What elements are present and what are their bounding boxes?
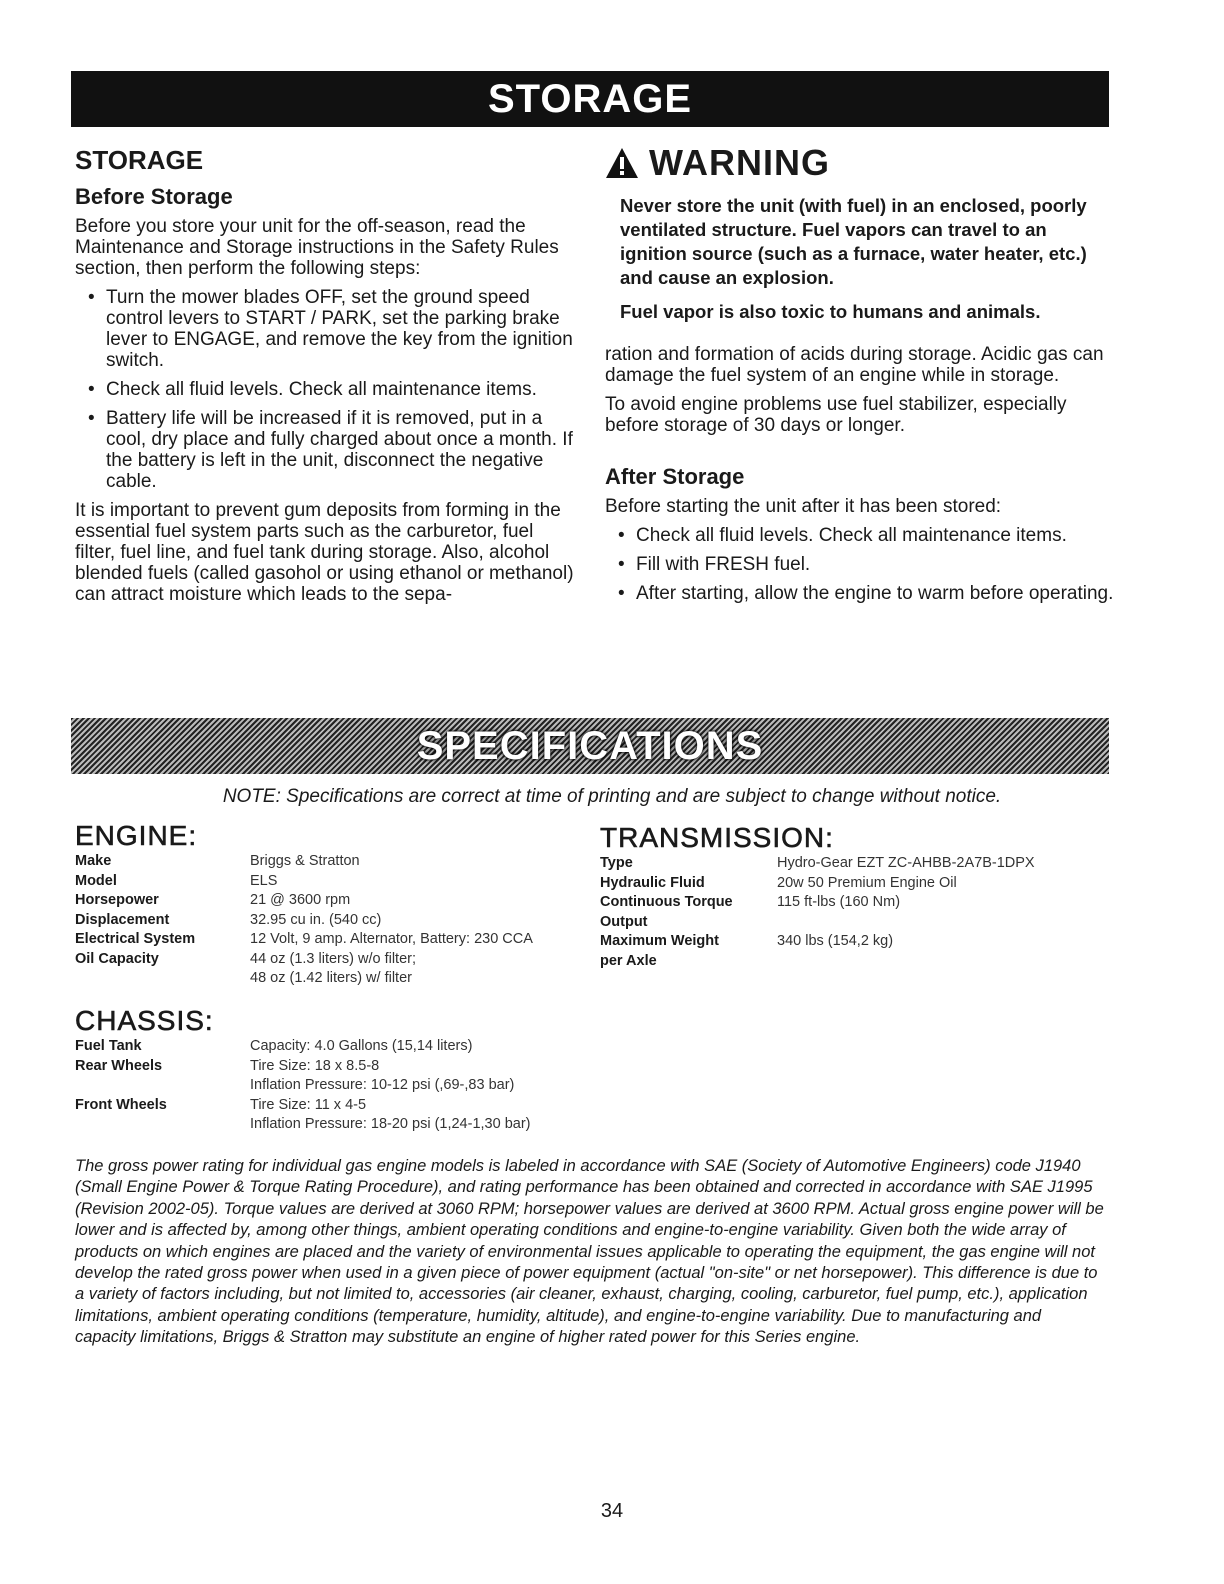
table-row: 48 oz (1.42 liters) w/ filter bbox=[250, 970, 412, 986]
table-row: Horsepower 21 @ 3600 rpm bbox=[75, 892, 351, 908]
list-item: • Check all fluid levels. Check all maintenance items. bbox=[605, 525, 1115, 546]
warning-column bbox=[605, 142, 1115, 612]
specifications-banner bbox=[71, 718, 1109, 774]
table-row: Oil Capacity 44 oz (1.3 liters) w/o filter; bbox=[75, 950, 416, 967]
table-row: Model ELS bbox=[75, 872, 278, 889]
gum-deposits-paragraph: It is important to prevent gum deposits from forming in the essential fuel system parts such as the carburetor, fuel filter, fuel line, and fuel tank during storage. Also, alcohol blended fuels (called gasohol or using ethanol or methanol) can attract moisture which leads to the sepa- bbox=[75, 500, 574, 605]
before-storage-heading: Before Storage bbox=[75, 184, 233, 209]
storage-banner-title: STORAGE bbox=[487, 77, 693, 121]
warning-text: Never store the unit (with fuel) in an enclosed, poorly ventilated structure. Fuel vapors can travel to an ignition source (such as a furnace, water heater, etc.) and cause an explosion. bbox=[620, 195, 1087, 288]
after-storage-heading: After Storage bbox=[605, 464, 745, 489]
storage-column bbox=[75, 145, 575, 613]
table-row: Hydraulic Fluid 20w 50 Premium Engine Oil bbox=[600, 874, 957, 891]
table-row: Make Briggs & Stratton bbox=[75, 853, 360, 869]
chassis-heading: CHASSIS: bbox=[75, 1005, 214, 1036]
chassis-section bbox=[75, 1005, 595, 1135]
list-item: • After starting, allow the engine to warm before operating. bbox=[605, 583, 1115, 604]
table-row: Type Hydro-Gear EZT ZC-AHBB-2A7B-1DPX bbox=[600, 855, 1035, 871]
before-storage-list bbox=[75, 287, 575, 492]
after-storage-list bbox=[605, 525, 1115, 604]
transmission-table bbox=[600, 854, 1035, 971]
table-row: Rear Wheels Tire Size: 18 x 8.5-8 bbox=[75, 1057, 380, 1074]
engine-table bbox=[75, 852, 533, 989]
table-row: Electrical System 12 Volt, 9 amp. Alternator, Battery: 230 CCA bbox=[75, 931, 533, 947]
power-rating-disclaimer: The gross power rating for individual gas engine models is labeled in accordance with SAE (Society of Automotive Engineers) code J1940 (Small Engine Power & Torque Rating Procedure), and rating performance has been obtained and corrected in accordance with SAE J1995 (Revision 2002-05). Torque values are derived at 3060 RPM; horsepower values are derived at 3600 RPM. Actual gross engine power will be lower and is affected by, among other things, ambient operating conditions and engine-to-engine variability. Given both the wide array of products on which engines are placed and the variety of environmental issues applicable to operating the equipment, the gas engine will not develop the rated gross power when used in a given piece of power equipment (actual "on-site" or net horsepower). This difference is due to a variety of factors including, but not limited to, accessories (air cleaner, exhaust, charging, cooling, carburetor, fuel pump, etc.), application limitations, ambient operating conditions (temperature, humidity, altitude), and engine-to-engine variability. Due to manufacturing and capacity limitations, Briggs & Stratton may substitute an engine of higher rated power for this Series engine. bbox=[75, 1157, 1104, 1347]
specifications-banner-title: SPECIFICATIONS bbox=[416, 724, 764, 768]
table-row: Displacement 32.95 cu in. (540 cc) bbox=[75, 911, 382, 928]
table-row: Front Wheels Tire Size: 11 x 4-5 bbox=[75, 1096, 367, 1113]
engine-heading: ENGINE: bbox=[75, 820, 198, 851]
storage-banner bbox=[71, 71, 1109, 127]
warning-triangle-icon bbox=[605, 147, 639, 179]
table-row: Inflation Pressure: 10-12 psi (,69-,83 bar) bbox=[250, 1077, 515, 1093]
specifications-note: NOTE: Specifications are correct at time of printing and are subject to change without notice. bbox=[222, 786, 1002, 807]
list-item: • Battery life will be increased if it is removed, put in a cool, dry place and fully charged about once a month. If the battery is left in the unit, disconnect the negative cable. bbox=[75, 408, 575, 492]
warning-title: WARNING bbox=[649, 142, 830, 183]
continued-paragraph: ration and formation of acids during storage. Acidic gas can damage the fuel system of an engine while in storage. bbox=[605, 344, 1104, 386]
table-row: per Axle bbox=[600, 952, 657, 969]
warning-toxic-text: Fuel vapor is also toxic to humans and animals. bbox=[620, 301, 1041, 322]
engine-section bbox=[75, 820, 575, 989]
transmission-heading: TRANSMISSION: bbox=[600, 822, 834, 853]
chassis-table bbox=[75, 1037, 530, 1135]
page-number: 34 bbox=[600, 1500, 624, 1522]
table-row: Fuel Tank Capacity: 4.0 Gallons (15,14 liters) bbox=[75, 1038, 473, 1054]
table-row: Inflation Pressure: 18-20 psi (1,24-1,30 bar) bbox=[250, 1116, 531, 1132]
table-row: Maximum Weight 340 lbs (154,2 kg) bbox=[600, 933, 894, 949]
list-item: • Turn the mower blades OFF, set the ground speed control levers to START / PARK, set the parking brake lever to ENGAGE, and remove the key from the ignition switch. bbox=[75, 287, 575, 371]
stabilizer-paragraph: To avoid engine problems use fuel stabilizer, especially before storage of 30 days or longer. bbox=[605, 394, 1067, 436]
storage-heading: STORAGE bbox=[75, 145, 204, 175]
list-item: • Check all fluid levels. Check all maintenance items. bbox=[75, 379, 575, 400]
transmission-section bbox=[600, 822, 1110, 971]
table-row: Output bbox=[600, 913, 648, 930]
before-storage-intro: Before you store your unit for the off-season, read the Maintenance and Storage instructions in the Safety Rules section, then perform the following steps: bbox=[75, 216, 559, 279]
list-item: • Fill with FRESH fuel. bbox=[605, 554, 1115, 575]
warning-header bbox=[605, 142, 1115, 184]
after-storage-intro: Before starting the unit after it has been stored: bbox=[605, 496, 1002, 517]
table-row: Continuous Torque 115 ft-lbs (160 Nm) bbox=[600, 894, 901, 910]
